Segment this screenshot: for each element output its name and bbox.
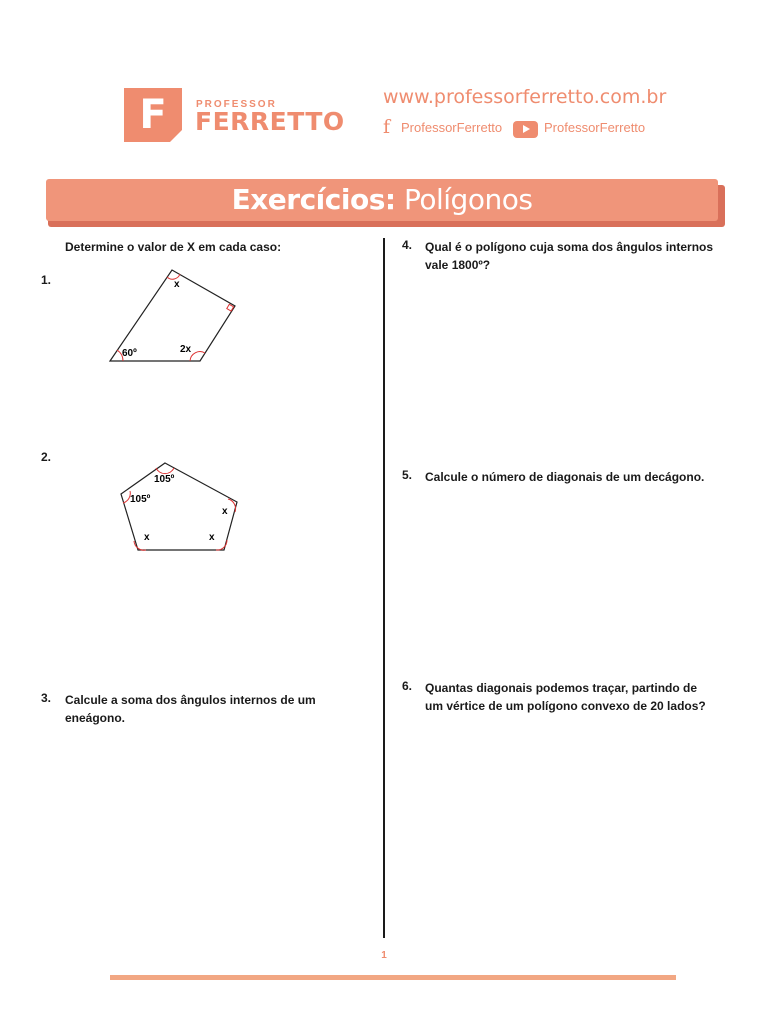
youtube-handle[interactable]: ProfessorFerretto <box>544 120 646 135</box>
logo-notch <box>169 129 183 143</box>
logo-mark <box>124 88 182 142</box>
q1-label-bottom-left: 60º <box>122 348 137 359</box>
question-6-line-2: um vértice de um polígono convexo de 20 lados? <box>425 699 706 713</box>
question-5-number: 5. <box>402 468 413 482</box>
q2-label-left: 105º <box>130 494 151 505</box>
question-3-line-2: eneágono. <box>65 711 126 725</box>
q2-label-bottom-left: x <box>144 532 150 543</box>
title-bold: Exercícios: <box>231 183 396 216</box>
intro-text: Determine o valor de X em cada caso: <box>65 240 282 254</box>
question-2-number: 2. <box>41 450 52 464</box>
youtube-icon[interactable] <box>513 121 538 138</box>
question-5-line-1: Calcule o número de diagonais de um decágono. <box>425 470 705 484</box>
question-4-line-1: Qual é o polígono cuja soma dos ângulos internos <box>425 240 714 254</box>
facebook-handle[interactable]: ProfessorFerretto <box>401 120 503 135</box>
question-6-line-1: Quantas diagonais podemos traçar, partindo de <box>425 681 698 695</box>
q1-label-top: x <box>174 279 180 290</box>
question-3-number: 3. <box>41 691 52 705</box>
question-4-line-2: vale 1800º? <box>425 258 491 272</box>
q2-label-bottom-right: x <box>209 532 215 543</box>
page-number: 1 <box>381 950 387 961</box>
logo-letter: F <box>139 92 167 138</box>
question-1-number: 1. <box>41 273 52 287</box>
q1-label-bottom-right: 2x <box>180 344 192 355</box>
q2-label-top: 105º <box>154 474 175 485</box>
quadrilateral-figure <box>100 262 250 372</box>
website-link[interactable]: www.professorferretto.com.br <box>383 86 667 108</box>
q2-label-right: x <box>222 506 228 517</box>
question-3-line-1: Calcule a soma dos ângulos internos de um <box>65 693 316 707</box>
question-6-number: 6. <box>402 679 413 693</box>
facebook-icon[interactable]: f <box>383 116 391 138</box>
pentagon-figure <box>110 455 250 560</box>
title-light: Polígonos <box>395 183 533 216</box>
footer-bar <box>110 975 676 980</box>
page-title-banner <box>46 179 718 221</box>
question-4-number: 4. <box>402 238 413 252</box>
brand-name: FERRETTO <box>195 107 345 136</box>
column-divider <box>383 238 385 938</box>
brand-subtitle: PROFESSOR <box>196 99 277 110</box>
